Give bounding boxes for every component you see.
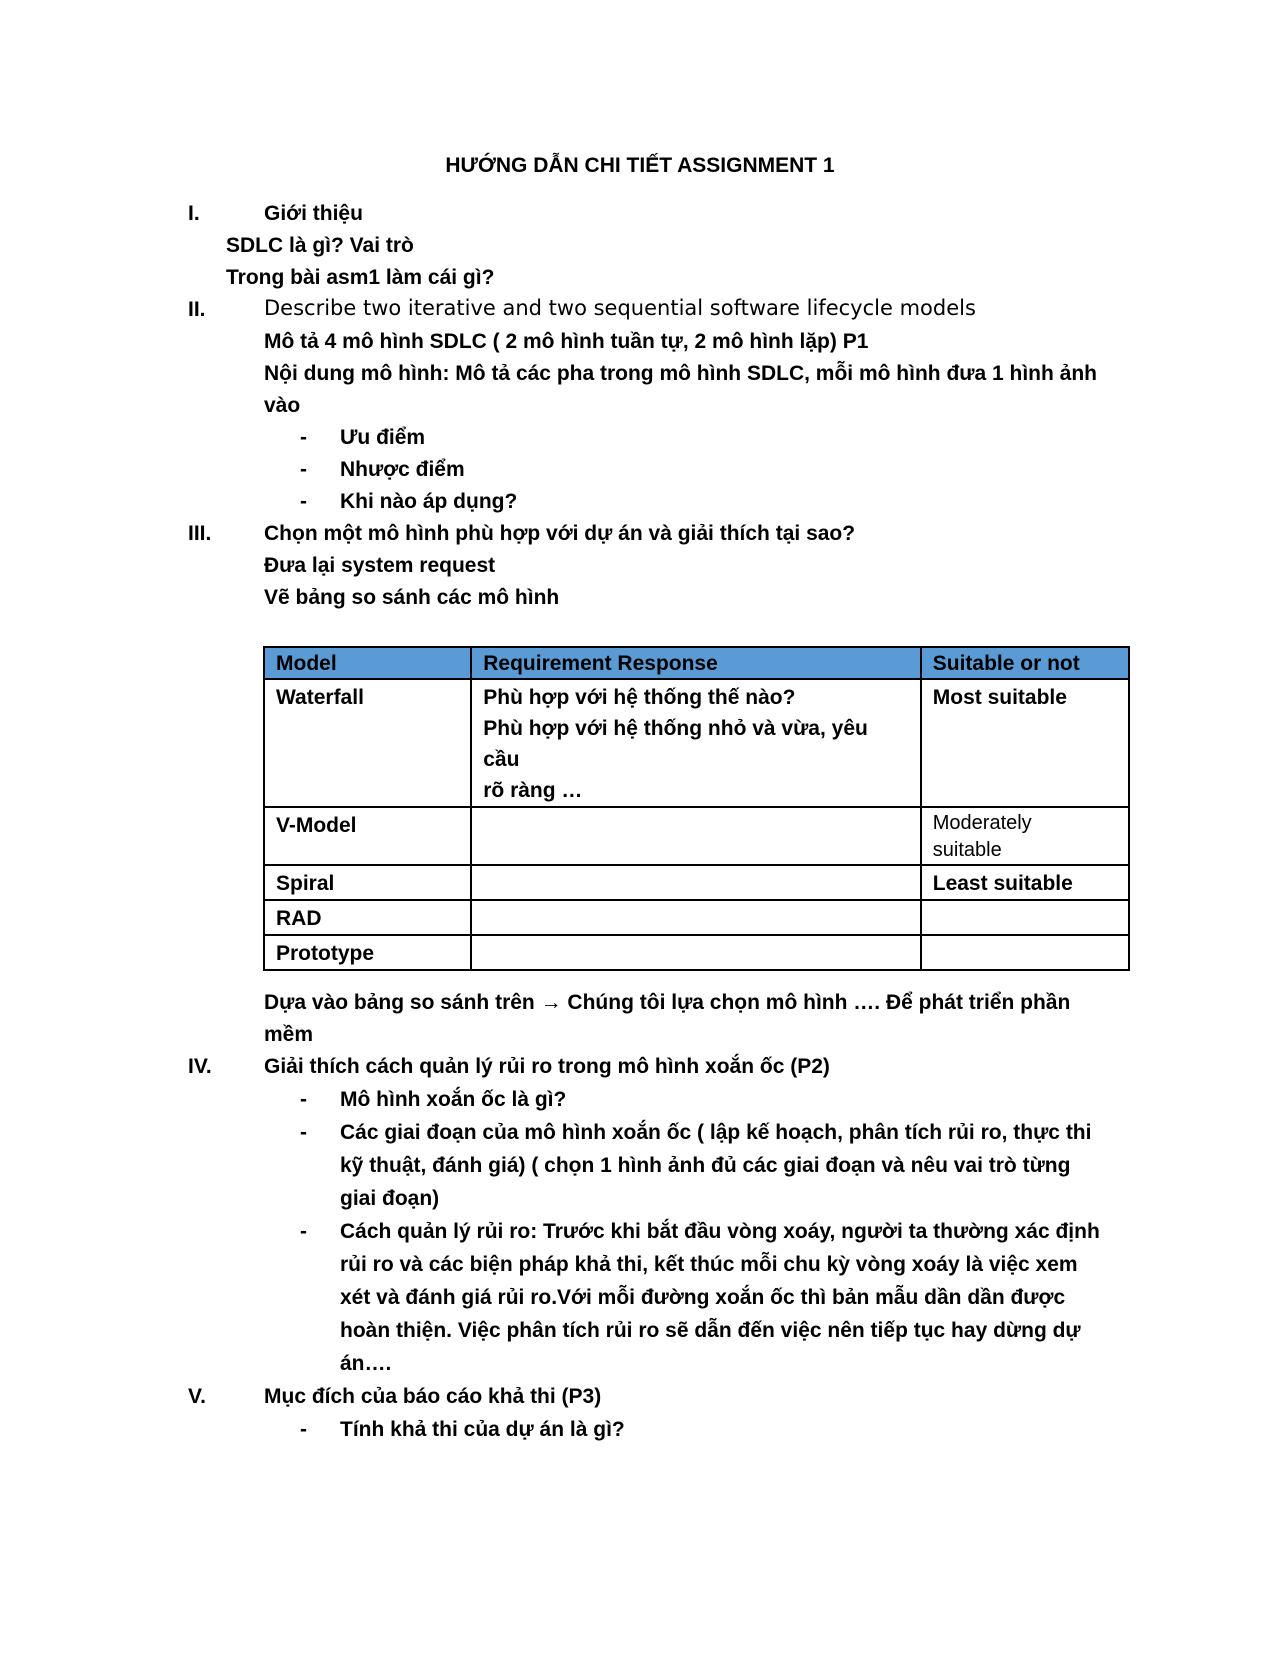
- table-header-cell: Suitable or not: [921, 647, 1129, 679]
- text-line: Dựa vào bảng so sánh trên → Chúng tôi lựa chọn mô hình …. Để phát triển phần: [264, 991, 1071, 1014]
- section-number: III.: [188, 522, 212, 545]
- section-number: I.: [188, 202, 200, 225]
- text-line: Mô tả 4 mô hình SDLC ( 2 mô hình tuần tự, 2 mô hình lặp) P1: [264, 330, 869, 353]
- table-cell-response: [471, 679, 921, 807]
- section-heading: Describe two iterative and two sequential software lifecycle models: [264, 296, 976, 320]
- bullet-item-line: rủi ro và các biện pháp khả thi, kết thúc mỗi chu kỳ vòng xoáy là việc xem: [340, 1253, 1078, 1276]
- bullet-item: Mô hình xoắn ốc là gì?: [340, 1088, 567, 1111]
- text-line: Nội dung mô hình: Mô tả các pha trong mô hình SDLC, mỗi mô hình đưa 1 hình ảnh: [264, 362, 1097, 385]
- bullet-item-line: án….: [340, 1352, 392, 1375]
- table-cell-suitable: Least suitable: [921, 865, 1129, 900]
- suitable-line: Moderately: [932, 812, 1032, 834]
- text-line: Đưa lại system request: [264, 554, 496, 577]
- section-heading: Chọn một mô hình phù hợp với dự án và giải thích tại sao?: [264, 522, 856, 545]
- comparison-table: [263, 646, 1130, 971]
- text-line: Vẽ bảng so sánh các mô hình: [264, 586, 560, 609]
- table-header-row: [264, 647, 1129, 679]
- document-title: HƯỚNG DẪN CHI TIẾT ASSIGNMENT 1: [445, 154, 835, 177]
- bullet-dash: -: [300, 490, 307, 513]
- suitable-line: suitable: [932, 839, 1002, 861]
- bullet-item-line: xét và đánh giá rủi ro.Với mỗi đường xoắn ốc thì bản mẫu dần dần được: [340, 1286, 1066, 1309]
- text-line: SDLC là gì? Vai trò: [226, 234, 414, 257]
- bullet-dash: -: [300, 1088, 307, 1111]
- bullet-dash: -: [300, 1418, 307, 1441]
- text-line: vào: [264, 394, 301, 417]
- table-cell-response: [471, 900, 921, 935]
- table-cell-suitable: [921, 807, 1129, 865]
- text-line: mềm: [264, 1023, 314, 1046]
- table-row: [264, 679, 1129, 807]
- table-cell-suitable: [921, 900, 1129, 935]
- bullet-item-line: Các giai đoạn của mô hình xoắn ốc ( lập kế hoạch, phân tích rủi ro, thực thi: [340, 1121, 1092, 1144]
- table-cell-model: Prototype: [264, 935, 471, 970]
- section-number: IV.: [188, 1055, 212, 1078]
- section-number: V.: [188, 1385, 206, 1408]
- bullet-item: Tính khả thi của dự án là gì?: [340, 1418, 625, 1441]
- response-line: rõ ràng …: [483, 779, 583, 802]
- table-cell-response: [471, 935, 921, 970]
- bullet-dash: -: [300, 1121, 307, 1144]
- bullet-item: Khi nào áp dụng?: [340, 490, 518, 513]
- bullet-item-line: Cách quản lý rủi ro: Trước khi bắt đầu vòng xoáy, người ta thường xác định: [340, 1220, 1100, 1243]
- bullet-item-line: kỹ thuật, đánh giá) ( chọn 1 hình ảnh đủ các giai đoạn và nêu vai trò từng: [340, 1154, 1071, 1177]
- table-header-cell: Model: [264, 647, 471, 679]
- section-heading: Giới thiệu: [264, 202, 363, 225]
- text-line: Trong bài asm1 làm cái gì?: [226, 266, 495, 289]
- section-number: II.: [188, 298, 206, 321]
- section-heading: Mục đích của báo cáo khả thi (P3): [264, 1385, 602, 1408]
- bullet-item-line: hoàn thiện. Việc phân tích rủi ro sẽ dẫn đến việc nên tiếp tục hay dừng dự: [340, 1319, 1081, 1342]
- table-cell-response: [471, 807, 921, 865]
- bullet-dash: -: [300, 458, 307, 481]
- table-cell-model: Spiral: [264, 865, 471, 900]
- response-line: Phù hợp với hệ thống nhỏ và vừa, yêu cầu: [483, 717, 868, 771]
- bullet-item: Ưu điểm: [340, 426, 426, 449]
- table-cell-model: RAD: [264, 900, 471, 935]
- table-cell-response: [471, 865, 921, 900]
- table-cell-model: Waterfall: [264, 679, 471, 807]
- bullet-dash: -: [300, 1220, 307, 1243]
- section-heading: Giải thích cách quản lý rủi ro trong mô hình xoắn ốc (P2): [264, 1055, 830, 1078]
- bullet-item-line: giai đoạn): [340, 1187, 440, 1210]
- table-cell-suitable: [921, 935, 1129, 970]
- table-row: [264, 935, 1129, 970]
- table-header-cell: Requirement Response: [471, 647, 921, 679]
- bullet-item: Nhược điểm: [340, 458, 465, 481]
- response-line: Phù hợp với hệ thống thế nào?: [483, 686, 796, 709]
- table-cell-suitable: Most suitable: [921, 679, 1129, 807]
- table-cell-model: V-Model: [264, 807, 471, 865]
- table-row: [264, 807, 1129, 865]
- table-row: [264, 865, 1129, 900]
- bullet-dash: -: [300, 426, 307, 449]
- table-row: [264, 900, 1129, 935]
